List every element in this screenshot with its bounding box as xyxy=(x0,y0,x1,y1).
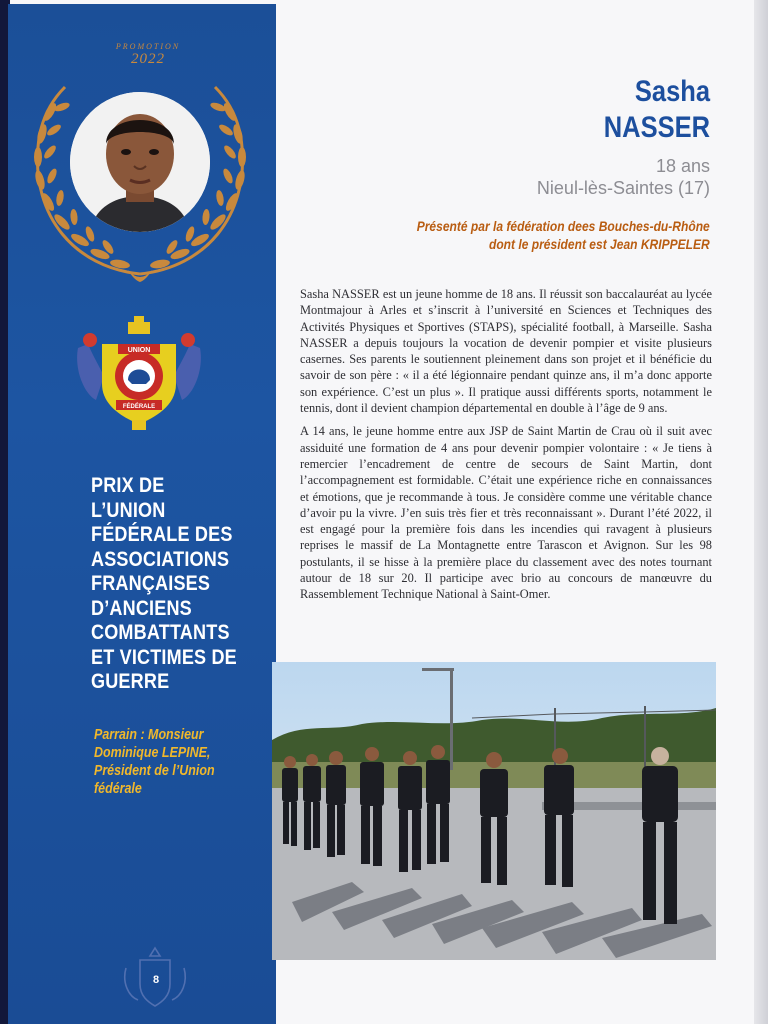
person-details xyxy=(537,155,710,199)
prize-line: D’ANCIENS xyxy=(91,596,192,620)
prize-line: FÉDÉRALE DES xyxy=(91,523,233,546)
prize-title xyxy=(91,474,250,695)
last-name: NASSER xyxy=(603,111,710,144)
page-right-edge xyxy=(754,0,768,1024)
prize-line: GUERRE xyxy=(91,670,170,693)
promotion-text: PROMOTION xyxy=(115,42,181,51)
biography-text xyxy=(300,286,712,610)
promotion-year: 2022 xyxy=(131,51,165,67)
bio-paragraph: Sasha NASSER est un jeune homme de 18 ans. Il réussit son baccalauréat au lycée Montmajour à Arles et s’inscrit à l’université en Sciences et Techniques des Activités Physiques et Sportives (STAPS), spécialité football, à Marseille. Sasha NASSER a depuis toujours la vocation de devenir pompier et visite plusieurs casernes. Ses parents le soutiennent pleinement dans son projet et il bénéficie du savoir de son père : « il a été légionnaire pendant quinze ans, il m’a donc apporte son expérience. C’est un plus ». Il pratique aussi différents sports, notamment le tennis, dont il devient champion départemental en double à l’âge de 9 ans. xyxy=(300,287,712,416)
presented-line: dont le président est Jean KRIPPELER xyxy=(489,236,710,252)
marching-firefighters-image xyxy=(272,662,716,960)
parrain-line: Parrain : Monsieur xyxy=(94,727,204,743)
sidebar-panel xyxy=(8,4,276,1024)
presented-by xyxy=(417,217,710,253)
person-name xyxy=(604,74,710,146)
person-age: 18 ans xyxy=(655,156,710,176)
page-number: 8 xyxy=(152,974,160,986)
person-town: Nieul-lès-Saintes (17) xyxy=(536,178,710,198)
presented-line: Présenté par la fédération dees Bouches-du-Rhône xyxy=(416,218,710,234)
portrait-photo xyxy=(70,92,210,232)
first-name: Sasha xyxy=(634,75,710,108)
prize-line: L’UNION xyxy=(91,498,166,522)
prize-line: FRANÇAISES xyxy=(91,572,211,595)
union-federale-emblem-icon xyxy=(74,314,204,434)
parrain-line: fédérale xyxy=(94,781,142,797)
person-portrait-icon xyxy=(70,92,210,232)
prize-line: ET VICTIMES DE xyxy=(91,645,237,669)
prize-line: PRIX DE xyxy=(91,474,165,497)
prize-line: COMBATTANTS xyxy=(91,621,230,644)
parrain-line: Dominique LEPINE, xyxy=(94,745,211,761)
emblem-text-bottom: FÉDÉRALE xyxy=(122,404,156,410)
parrain-line: Président de l’Union xyxy=(94,763,215,779)
bio-paragraph: A 14 ans, le jeune homme entre aux JSP de Saint Martin de Crau où il suit avec assiduité une formation de 4 ans pour devenir pompier volontaire : « Je tiens à remercier l’encadrement de centre de secours de Saint Martin, dont l’accompagnement est formidable. C’était une expérience riche en connaissances et émotions, que je recommande à tous. Je considère comme une véritable chance d’avoir pu la vivre. J’en suis très fier et très reconnaissant ». Durant l’été 2022, il est engagé pour la première fois dans les incendies qui ravagent à plusieurs reprises le massif de La Montagnette entre Tarascon et Avignon. Sur les 98 postulants, il se hisse à la première place du classement avec des notes tournant autour de 18 sur 20. Il participe avec brio au concours de manœuvre du Rassemblement Technique National à Saint-Omer. xyxy=(300,424,712,602)
prize-line: ASSOCIATIONS xyxy=(91,547,230,571)
emblem-text-top: UNION xyxy=(127,347,151,354)
parrain-text xyxy=(94,726,266,798)
firefighters-march-photo xyxy=(272,662,716,960)
